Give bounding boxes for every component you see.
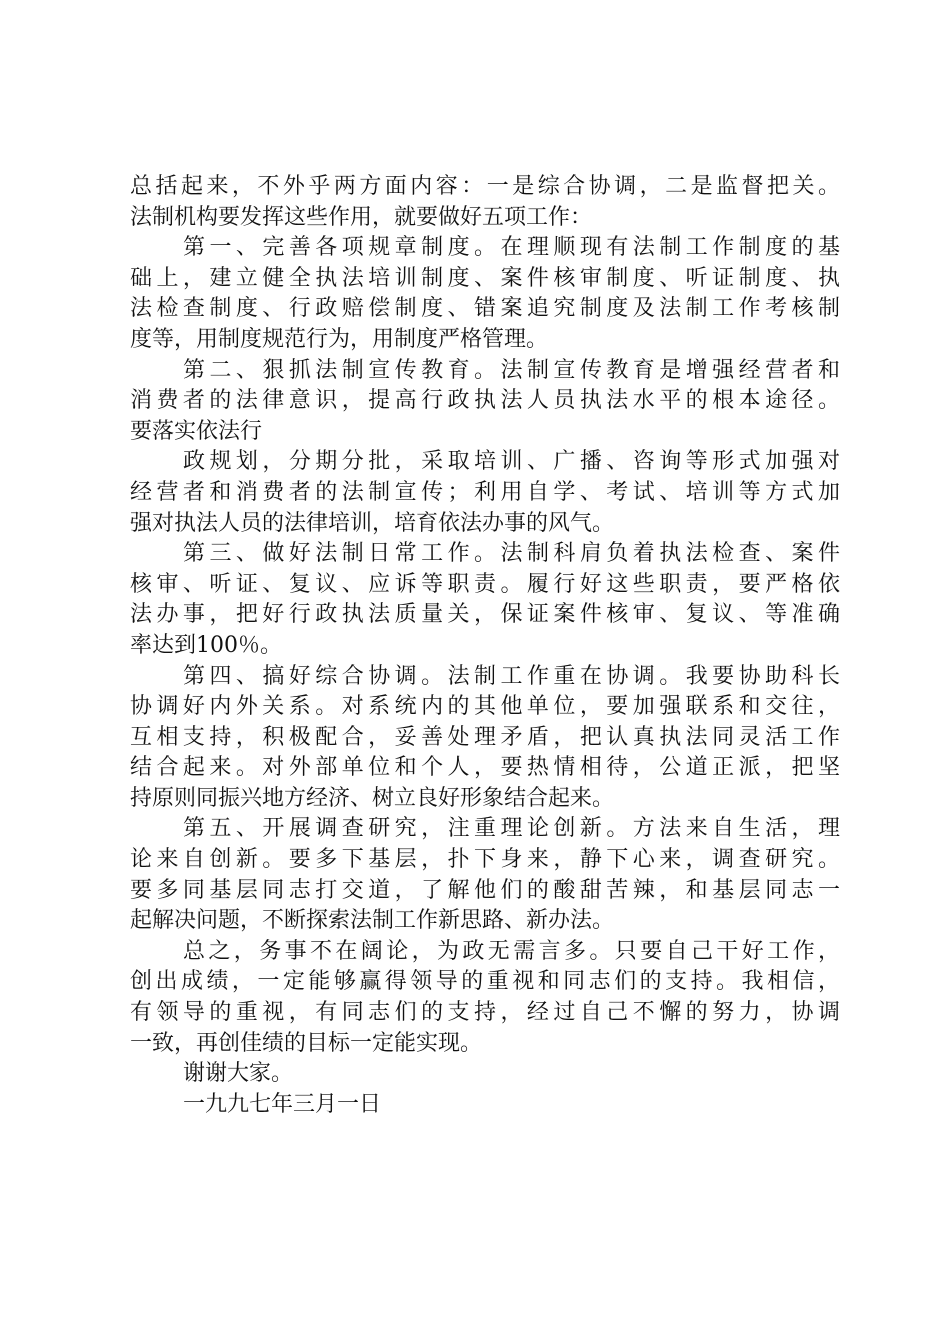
text-line: 协调好内外关系。对系统内的其他单位，要加强联系和交往，	[130, 694, 840, 720]
text-line: 一致，再创佳绩的目标一定能实现。	[130, 1030, 483, 1056]
text-line: 核审、听证、复议、应诉等职责。履行好这些职责，要严格依	[130, 571, 840, 597]
text-line: 经营者和消费者的法制宣传；利用自学、考试、培训等方式加	[130, 479, 840, 505]
text-line: 有领导的重视，有同志们的支持，经过自己不懈的努力，协调	[130, 1000, 840, 1026]
text-line: 率达到100％。	[130, 632, 282, 658]
text-line: 互相支持，积极配合，妥善处理矛盾，把认真执法同灵活工作	[130, 724, 840, 750]
text-line: 法制机构要发挥这些作用，就要做好五项工作：	[130, 204, 593, 230]
text-line: 持原则同振兴地方经济、树立良好形象结合起来。	[130, 785, 615, 811]
text-line: 结合起来。对外部单位和个人，要热情相待，公道正派，把坚	[130, 755, 840, 781]
text-line: 第三、做好法制日常工作。法制科肩负着执法检查、案件	[183, 541, 840, 567]
document-body	[130, 172, 840, 1120]
text-line: 总之，务事不在阔论，为政无需言多。只要自己干好工作，	[183, 938, 840, 964]
text-line: 础上，建立健全执法培训制度、案件核审制度、听证制度、执	[130, 265, 840, 291]
text-line: 第五、开展调查研究，注重理论创新。方法来自生活，理	[183, 816, 840, 842]
text-line: 法检查制度、行政赔偿制度、错案追究制度及法制工作考核制	[130, 296, 840, 322]
closing-thanks: 谢谢大家。	[183, 1061, 294, 1087]
text-line: 第四、搞好综合协调。法制工作重在协调。我要协助科长	[183, 663, 840, 689]
text-line: 总括起来，不外乎两方面内容：一是综合协调，二是监督把关。	[130, 174, 840, 199]
document-date: 一九九七年三月一日	[183, 1091, 382, 1117]
text-line: 要多同基层同志打交道，了解他们的酸甜苦辣，和基层同志一	[130, 877, 840, 903]
text-line: 法办事，把好行政执法质量关，保证案件核审、复议、等准确	[130, 602, 840, 628]
text-line: 起解决问题，不断探索法制工作新思路、新办法。	[130, 908, 615, 934]
text-line: 度等，用制度规范行为，用制度严格管理。	[130, 326, 549, 352]
text-line: 政规划，分期分批，采取培训、广播、咨询等形式加强对	[183, 449, 840, 475]
text-line: 论来自创新。要多下基层，扑下身来，静下心来，调查研究。	[130, 847, 840, 873]
text-line: 消费者的法律意识，提高行政执法人员执法水平的根本途径。	[130, 388, 840, 414]
text-line: 第一、完善各项规章制度。在理顺现有法制工作制度的基	[183, 235, 840, 261]
text-line: 强对执法人员的法律培训，培育依法办事的风气。	[130, 510, 615, 536]
text-line: 第二、狠抓法制宣传教育。法制宣传教育是增强经营者和	[183, 357, 840, 383]
text-line: 要落实依法行	[130, 418, 263, 444]
text-line: 创出成绩，一定能够赢得领导的重视和同志们的支持。我相信，	[130, 969, 840, 995]
